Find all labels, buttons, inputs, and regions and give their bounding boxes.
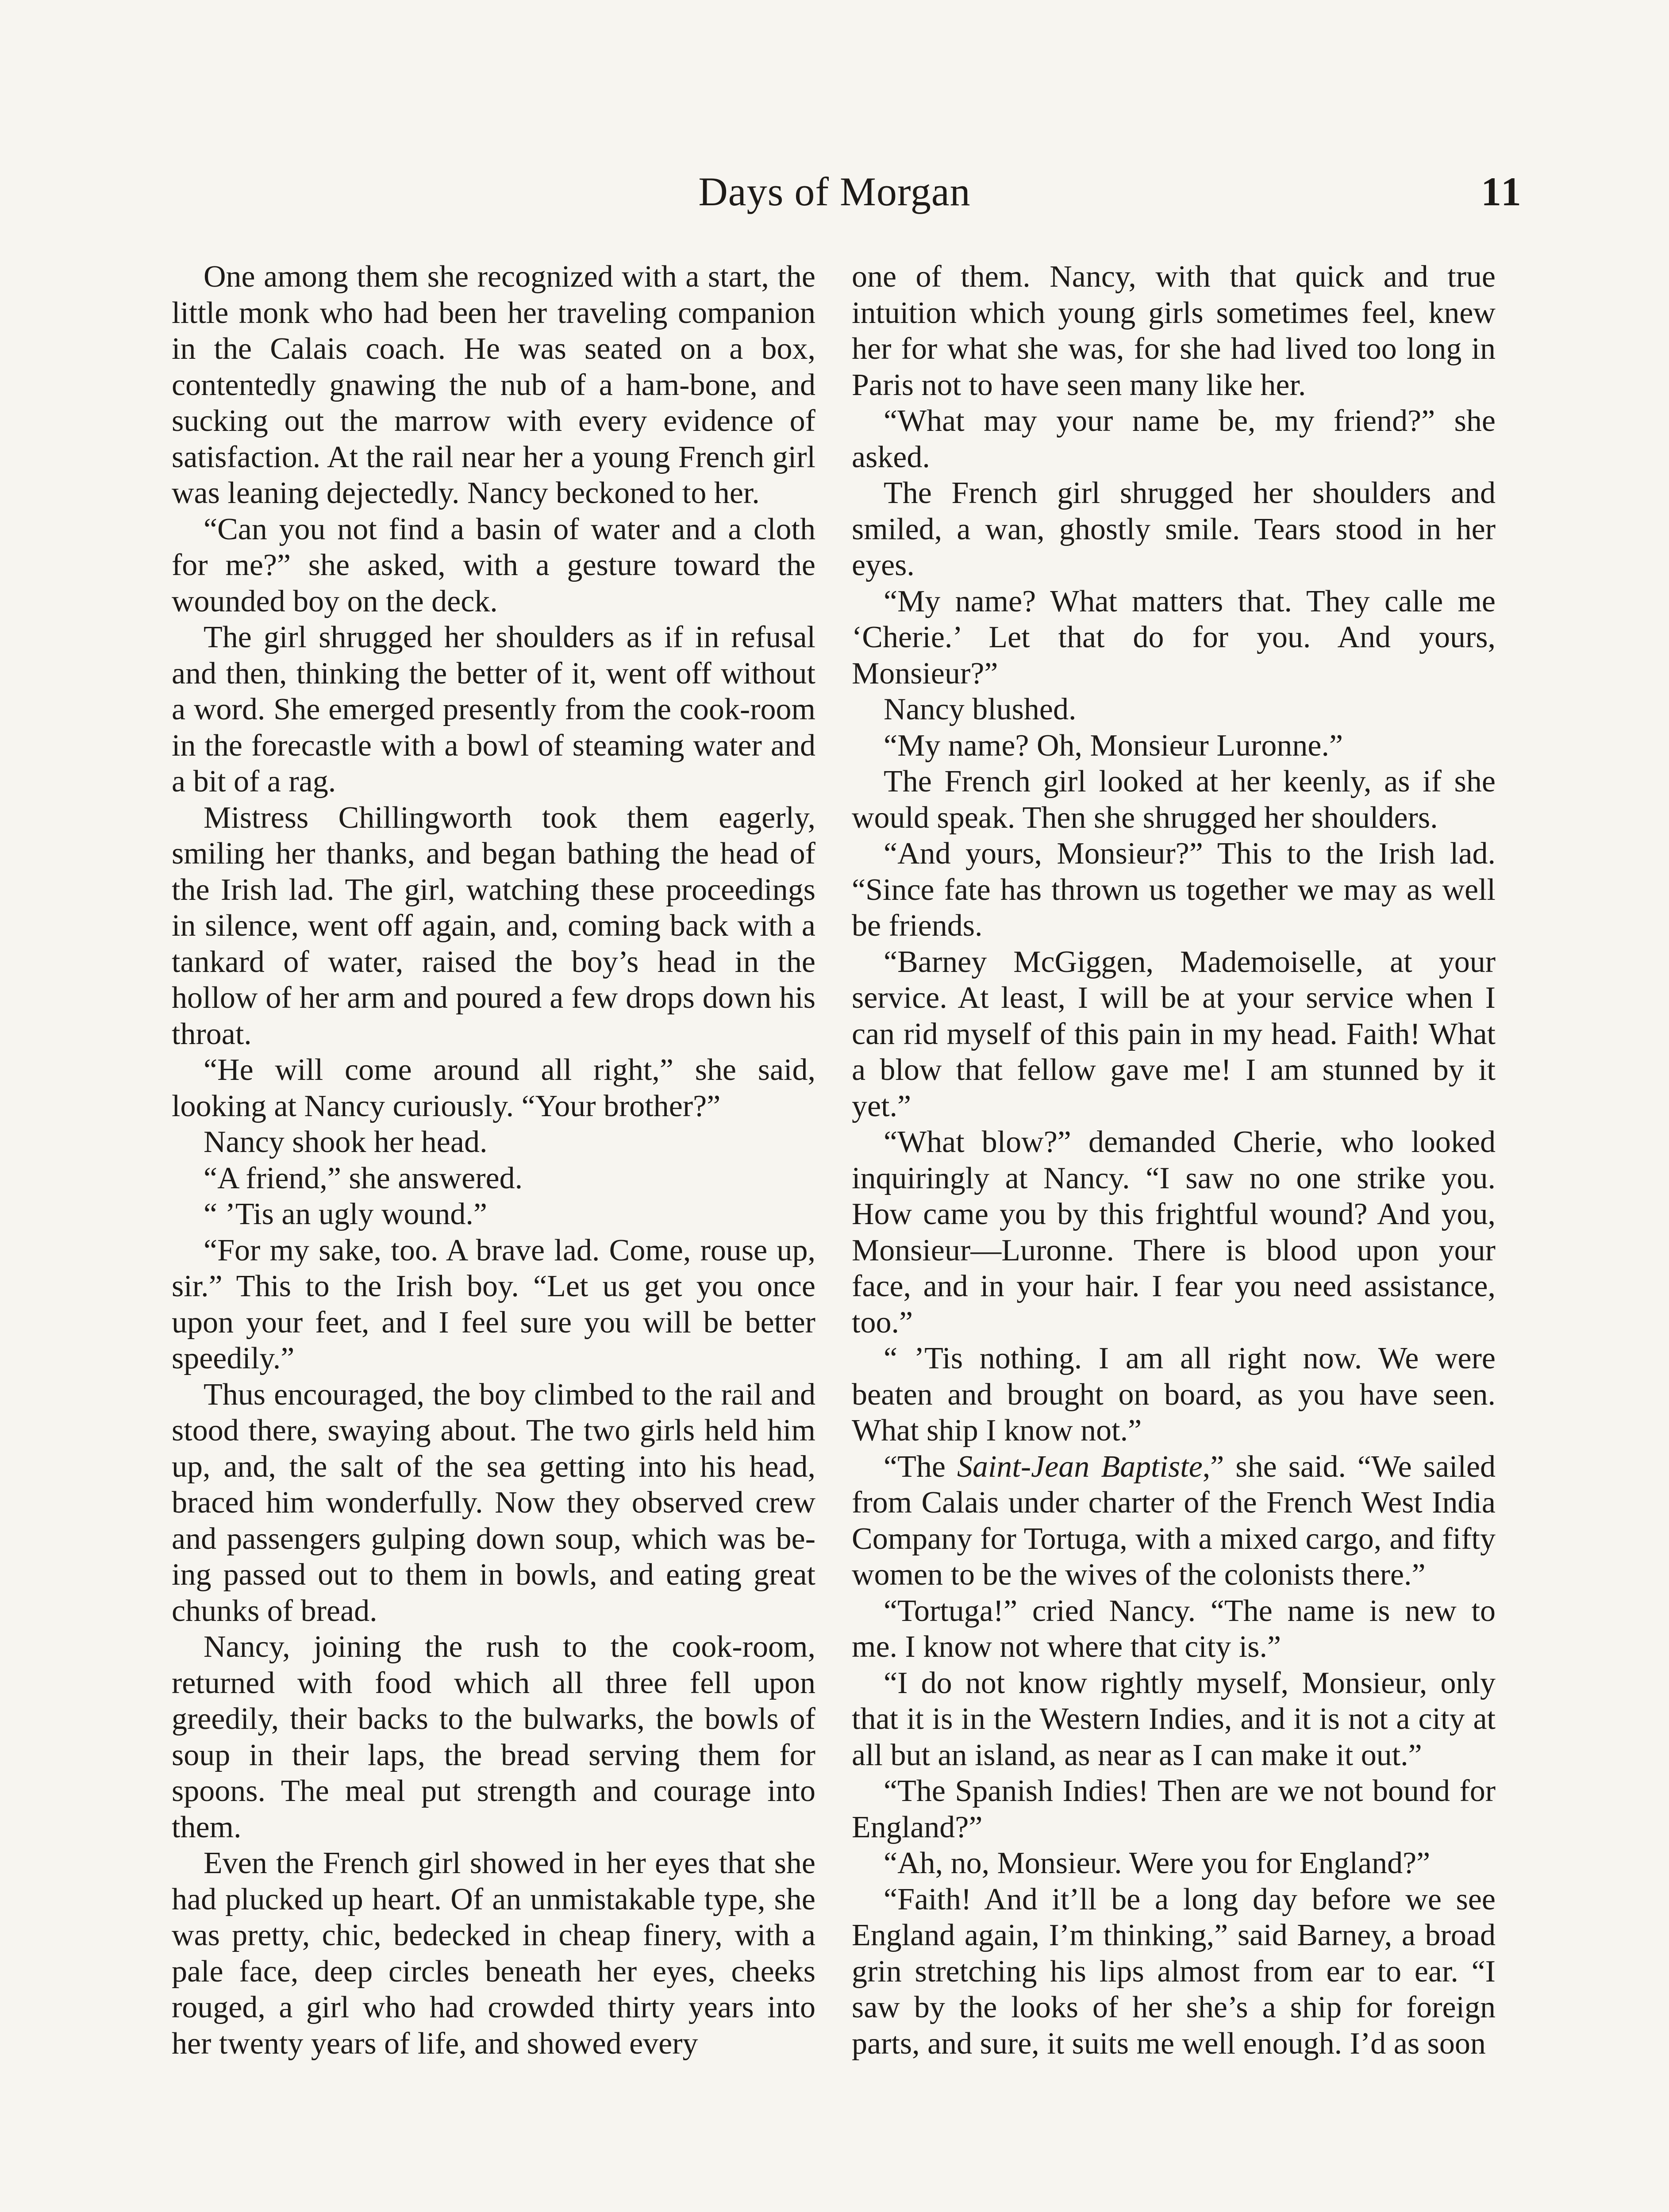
paragraph: Even the French girl showed in her eyes that she had plucked up heart. Of an unmistakable type, she was pretty, chic, bedecked in cheap finery, with a pale face, deep circles beneath her eyes, cheeks rouged, a girl who had crowded thirty years into her twenty years of life, and showed every — [172, 1846, 815, 2061]
paragraph: “Can you not find a basin of water and a cloth for me?” she asked, with a gesture toward the wounded boy on the deck. — [172, 512, 815, 618]
paragraph: The girl shrugged her shoulders as if in refusal and then, thinking the better of it, went off without a word. She emerged presently from the cook-room in the forecastle with a bowl of steaming water and a bit of a rag. — [172, 620, 815, 799]
paragraph: The French girl looked at her keenly, as if she would speak. Then she shrugged her shoulders. — [852, 764, 1496, 835]
paragraph: “And yours, Monsieur?” This to the Irish lad. “Since fate has thrown us together we may as well be friends. — [852, 837, 1496, 943]
paragraph: “Ah, no, Monsieur. Were you for England?” — [884, 1846, 1431, 1880]
paragraph: Nancy, joining the rush to the cook-room, returned with food which all three fell upon greedily, their backs to the bulwarks, the bowls of soup in their laps, the bread serving them for spoons. The meal put strength and courage into them. — [172, 1630, 815, 1844]
paragraph: “My name? Oh, Monsieur Luronne.” — [884, 728, 1343, 763]
ship-name: Saint-Jean Baptiste — [957, 1449, 1203, 1484]
paragraph: “Faith! And it’ll be a long day before we see England again, I’m thinking,” said Barney, a broad grin stretching his lips almost from ear to ear. “I saw by the looks of her she’s a ship for foreign parts, and sure, it suits me well enough. I’d as soon — [852, 1882, 1496, 2061]
paragraph: One among them she recognized with a start, the little monk who had been her traveling companion in the Calais coach. He was seated on a box, contentedly gnawing the nub of a ham-bone, and sucking out the marrow with every evidence of satisfaction. At the rail near her a young French girl was leaning dejectedly. Nancy beckoned to her. — [172, 260, 815, 510]
paragraph: “A friend,” she answered. — [204, 1161, 523, 1195]
page-number: 11 — [1481, 169, 1523, 214]
paragraph-continued: one of them. Nancy, with that quick and true intuition which young girls sometimes feel, knew her for what she was, for she had lived too long in Paris not to have seen many like her. — [852, 260, 1496, 402]
paragraph: “I do not know rightly myself, Monsieur, only that it is in the Western Indies, and it is not a city at all but an island, as near as I can make it out.” — [852, 1666, 1496, 1772]
paragraph: “What blow?” demanded Cherie, who looked inquiringly at Nancy. “I saw no one strike you. How came you by this frightful wound? And you, Monsieur—Luronne. There is blood upon your face, and in your hair. I fear you need assistance, too.” — [852, 1125, 1496, 1340]
paragraph: “ ’Tis nothing. I am all right now. We were beaten and brought on board, as you have seen. What ship I know not.” — [852, 1341, 1496, 1448]
paragraph: “The Spanish Indies! Then are we not bound for England?” — [852, 1774, 1496, 1844]
paragraph: “My name? What matters that. They calle me ‘Cherie.’ Let that do for you. And yours, Monsieur?” — [852, 584, 1496, 691]
paragraph: Nancy blushed. — [884, 692, 1077, 726]
paragraph: The French girl shrugged her shoulders and smiled, a wan, ghostly smile. Tears stood in her eyes. — [852, 476, 1496, 582]
paragraph: “He will come around all right,” she said, looking at Nancy curiously. “Your brother?” — [172, 1053, 815, 1123]
running-head — [0, 168, 1669, 217]
paragraph: Thus encouraged, the boy climbed to the rail and stood there, swaying about. The two girls held him up, and, the salt of the sea getting into his head, braced him wonderfully. Now they observed crew and passengers gulping down soup, which was being passed out to them in bowls, and eating great chunks of bread. — [172, 1377, 815, 1628]
running-title: Days of Morgan — [698, 169, 971, 214]
paragraph: “Barney McGiggen, Mademoiselle, at your service. At least, I will be at your service when I can rid myself of this pain in my head. Faith! What a blow that fellow gave me! I am stunned by it yet.” — [852, 945, 1496, 1123]
right-column — [852, 259, 1496, 2062]
paragraph: “For my sake, too. A brave lad. Come, rouse up, sir.” This to the Irish boy. “Let us get you once upon your feet, and I feel sure you will be better speedily.” — [172, 1233, 815, 1375]
paragraph-ship-name: “The Saint-Jean Baptiste,” she said. “We sailed from Calais under charter of the French West India Company for Tortuga, with a mixed cargo, and fifty women to be the wives of the colonists there.” — [852, 1449, 1496, 1592]
paragraph: Mistress Chillingworth took them eagerly, smiling her thanks, and began bathing the head of the Irish lad. The girl, watching these proceedings in silence, went off again, and, coming back with a tankard of water, raised the boy’s head in the hollow of her arm and poured a few drops down his throat. — [172, 800, 815, 1051]
left-column — [172, 259, 815, 2062]
paragraph: Nancy shook her head. — [204, 1125, 488, 1159]
paragraph: “ ’Tis an ugly wound.” — [204, 1197, 488, 1231]
paragraph: “What may your name be, my friend?” she asked. — [852, 404, 1496, 474]
paragraph: “Tortuga!” cried Nancy. “The name is new to me. I know not where that city is.” — [852, 1594, 1496, 1664]
